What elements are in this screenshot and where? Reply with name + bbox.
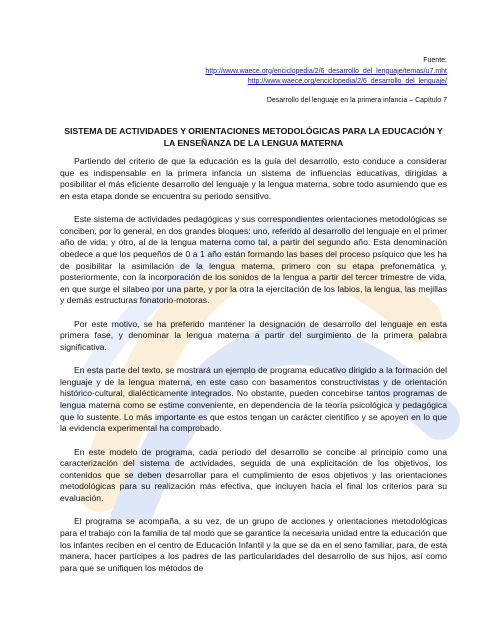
paragraph: Por este motivo, se ha preferido mantener la designación de desarrollo del lenguaje en esta primera fase, y denominar la lengua materna a partir del surgimiento de la primera palabra significativa. [60, 318, 447, 352]
source-label: Fuente: [423, 57, 447, 64]
source-link-1[interactable]: http://www.waece.org/enciclopedia/2/6_desarrollo_del_lenguaje/temas/u7.mht [205, 67, 447, 75]
paragraph: El programa se acompaña, a su vez, de un grupo de acciones y orientaciones metodológicas para el trabajo con la familia de tal modo que se garantice la necesaria unidad entre la educación que los infantes reciben en el centro de Educación Infantil y la que se da en el seno familiar, para, de esta manera, hacer partícipes a los padres de las particularidades del desarrollo de sus hijos, así como para que se unifiquen los métodos de [60, 516, 447, 573]
source-link-2[interactable]: http://www.waece.org/enciclopedia/2/6_desarrollo_del_lenguaje/ [247, 78, 447, 85]
body-text [60, 156, 447, 586]
source-block [205, 56, 447, 106]
paragraph: Partiendo del criterio de que la educación es la guía del desarrollo, esto conduce a considerar que es indispensable en la primera infancia un sistema de influencias educativas, dirigidas a posibilitar el más eficiente desarrollo del lenguaje y la lengua materna, sobre todo asumiendo que es en esta etapa donde se encuentra su periodo sensitivo. [60, 156, 447, 201]
paragraph: En esta parte del texto, se mostrará un ejemplo de programa educativo dirigido a la formación del lenguaje y de la lengua materna, en este caso con basamentos constructivistas y de orientación histórico-cultural, dialécticamente integrados. No obstante, pueden concebirse tantos programas de lengua materna como se estime conveniente, en dependencia de la teoría psicológica y pedagógica que lo sustente. Lo más importante es que estos tengan un carácter científico y se apoyen en lo que la evidencia experimental ha comprobado. [60, 365, 447, 434]
paragraph: Este sistema de actividades pedagógicas y sus correspondientes orientaciones metodológicas se conciben, por lo general, en dos grandes bloques: uno, referido al desarrollo del lenguaje en el primer año de vida; y otro, al de la lengua materna como tal, a partir del segundo año. Esta denominación obedece a que los pequeños de 0 a 1 año están formando las bases del proceso psíquico que les ha de posibilitar la asimilación de la lengua materna, primero con su etapa prefonemática y, posteriormente, con la incorporación de los sonidos de la lengua a partir del tercer trimestre de vida, en que surge el silabeo por una parte, y por la otra la ejercitación de los labios, la lengua, las mejillas y demás estructuras fonatorio-motoras. [60, 214, 447, 306]
paragraph: En este modelo de programa, cada período del desarrollo se concibe al principio como una caracterización del sistema de actividades, seguida de una explicitación de los objetivos, los contenidos que se deben desarrollar para el cumplimiento de esos objetivos y las orientaciones metodológicas para su realización más efectiva, que incluyen hacia el final los criterios para su evaluación. [60, 446, 447, 504]
document-title: SISTEMA DE ACTIVIDADES Y ORIENTACIONES METODOLÓGICAS PARA LA EDUCACIÓN Y LA ENSEÑANZA DE LA LENGUA MATERNA [64, 126, 443, 148]
chapter-reference: Desarrollo del lenguaje en la primera infancia – Capítulo 7 [266, 96, 447, 104]
